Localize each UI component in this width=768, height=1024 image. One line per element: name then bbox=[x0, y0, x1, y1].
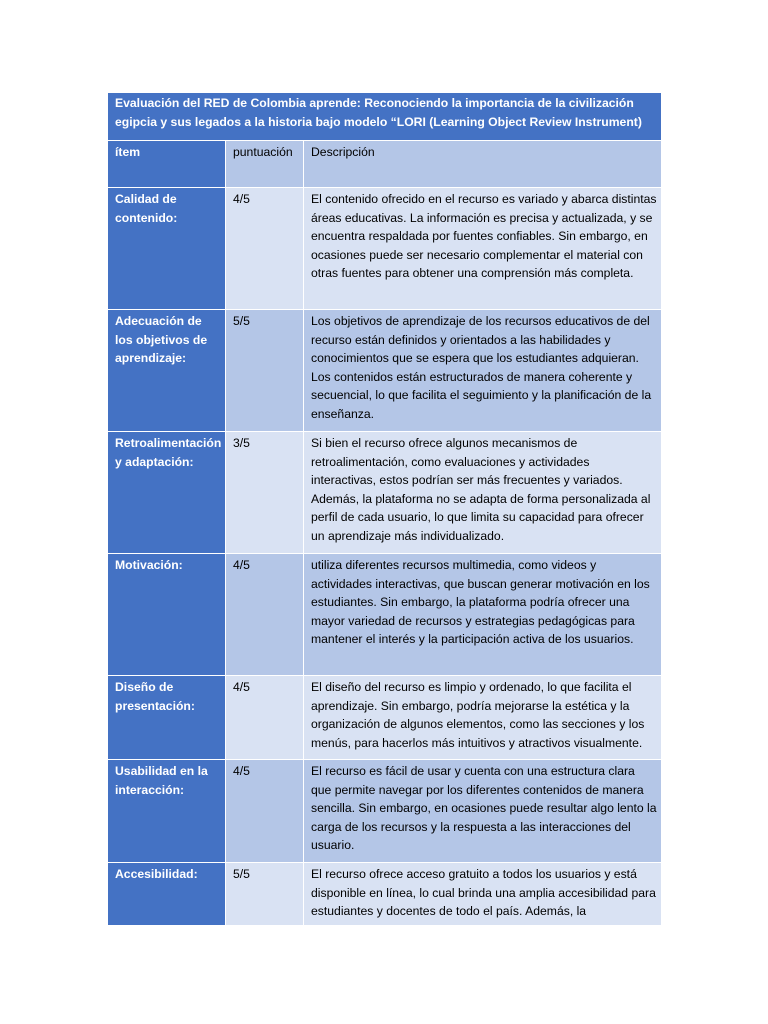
table-row bbox=[108, 676, 662, 760]
evaluation-table bbox=[107, 92, 662, 926]
row-item: Retroalimentación y adaptación: bbox=[108, 432, 226, 554]
row-item: Adecuación de los objetivos de aprendizaje: bbox=[108, 310, 226, 432]
row-description: utiliza diferentes recursos multimedia, como videos y actividades interactivas, que buscan generar motivación en los estudiantes. Sin embargo, la plataforma podría ofrecer una mayor variedad de recursos y estrategias pedagógicas para mantener el interés y la participación activa de los usuarios. bbox=[304, 554, 662, 676]
row-score: 3/5 bbox=[226, 432, 304, 554]
row-score: 4/5 bbox=[226, 760, 304, 863]
row-score: 4/5 bbox=[226, 676, 304, 760]
table-row bbox=[108, 310, 662, 432]
table-row bbox=[108, 432, 662, 554]
row-description: El recurso ofrece acceso gratuito a todos los usuarios y está disponible en línea, lo cual brinda una amplia accesibilidad para estudiantes y docentes de todo el país. Además, la bbox=[304, 863, 662, 926]
row-score: 5/5 bbox=[226, 863, 304, 926]
row-score: 4/5 bbox=[226, 554, 304, 676]
row-item: Accesibilidad: bbox=[108, 863, 226, 926]
row-description: Si bien el recurso ofrece algunos mecanismos de retroalimentación, como evaluaciones y actividades interactivas, estos podrían ser más frecuentes y variados. Además, la plataforma no se adapta de forma personalizada al perfil de cada usuario, lo que limita su capacidad para ofrecer un aprendizaje más individualizado. bbox=[304, 432, 662, 554]
row-description: El diseño del recurso es limpio y ordenado, lo que facilita el aprendizaje. Sin embargo, podría mejorarse la estética y la organización de algunos elementos, como las secciones y los menús, para hacerlos más intuitivos y atractivos visualmente. bbox=[304, 676, 662, 760]
table-row bbox=[108, 863, 662, 926]
row-description: El recurso es fácil de usar y cuenta con una estructura clara que permite navegar por los diferentes contenidos de manera sencilla. Sin embargo, en ocasiones puede resultar algo lento la carga de los recursos y la respuesta a las interacciones del usuario. bbox=[304, 760, 662, 863]
row-item: Usabilidad en la interacción: bbox=[108, 760, 226, 863]
table-header-row bbox=[108, 141, 662, 188]
header-score: puntuación bbox=[226, 141, 304, 188]
row-description: Los objetivos de aprendizaje de los recursos educativos de del recurso están definidos y orientados a las habilidades y conocimientos que se espera que los estudiantes adquieran. Los contenidos están estructurados de manera coherente y secuencial, lo que facilita el seguimiento y la planificación de la enseñanza. bbox=[304, 310, 662, 432]
table-title: Evaluación del RED de Colombia aprende: Reconociendo la importancia de la civilización egipcia y sus legados a la historia bajo modelo “LORI (Learning Object Review Instrument) bbox=[108, 93, 662, 141]
table-title-row bbox=[108, 93, 662, 141]
row-item: Diseño de presentación: bbox=[108, 676, 226, 760]
header-item: ítem bbox=[108, 141, 226, 188]
row-score: 5/5 bbox=[226, 310, 304, 432]
table-row bbox=[108, 554, 662, 676]
row-item: Motivación: bbox=[108, 554, 226, 676]
row-score: 4/5 bbox=[226, 188, 304, 310]
header-description: Descripción bbox=[304, 141, 662, 188]
row-description: El contenido ofrecido en el recurso es variado y abarca distintas áreas educativas. La información es precisa y actualizada, y se encuentra respaldada por fuentes confiables. Sin embargo, en ocasiones puede ser necesario complementar el material con otras fuentes para obtener una comprensión más completa. bbox=[304, 188, 662, 310]
table-row bbox=[108, 760, 662, 863]
table-row bbox=[108, 188, 662, 310]
row-item: Calidad de contenido: bbox=[108, 188, 226, 310]
